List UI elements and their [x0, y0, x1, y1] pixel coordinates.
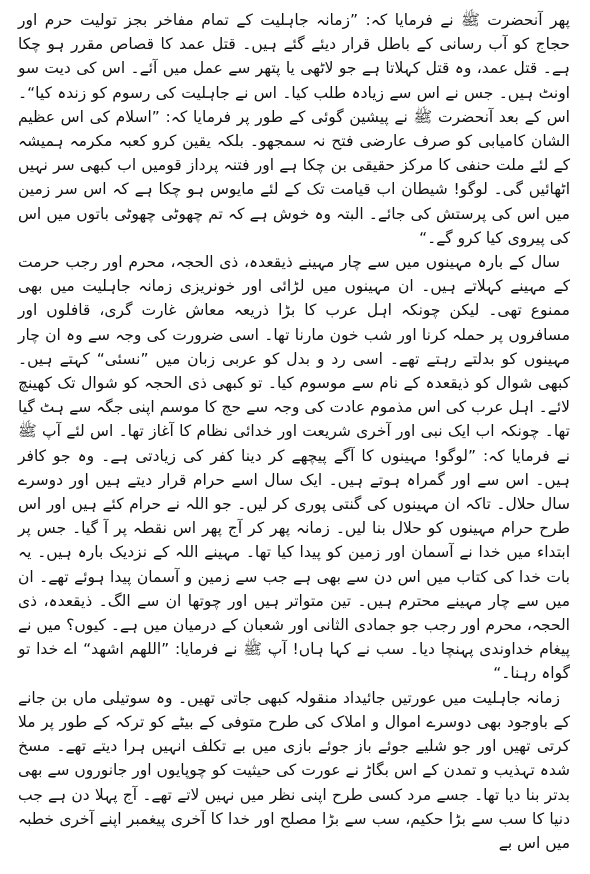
urdu-text-body	[18, 8, 570, 855]
paragraph-3: زمانہ جاہلیت میں عورتیں جائیداد منقولہ کبھی جاتی تھیں۔ وہ سوتیلی ماں بن جانے کے باوجود بھی دوسرے اموال و املاک کی طرح متوفی کے بیٹے کو ترکہ کے طور پر ملا کرتی تھیں اور جو شلیے جوئے باز جوئے بازی میں بے تکلف انہیں ہرا دیتے تھے۔ مسخ شدہ تہذیب و تمدن کے اس بگاڑ نے عورت کی حیثیت کو چوپایوں اور جانوروں سے بھی بدتر بنا دیا تھا۔ جسے مرد کسی طرح اپنی نظر میں نہیں لاتے تھے۔ آج پہلا دن ہے جب دنیا کا سب سے بڑا حکیم، سب سے بڑا مصلح اور خدا کا آخری پیغمبر اپنے آخری خطبہ میں اس بے	[18, 688, 570, 852]
paragraph-1: پھر آنحضرت ﷺ نے فرمایا کہ: ”زمانہ جاہلیت کے تمام مفاخر بجز تولیت حرم اور حجاج کو آب رسانی کے باطل قرار دیئے گئے ہیں۔ قتل عمد کا قصاص مقرر ہو چکا ہے۔ قتل عمد، وہ قتل کہلاتا ہے جو لاٹھی یا پتھر سے عمل میں آئے۔ اس کی دیت سو اونٹ ہیں۔ جس نے اس سے زیادہ طلب کیا۔ اس نے جاہلیت کی رسوم کو زندہ کیا“۔ اس کے بعد آنحضرت ﷺ نے پیشین گوئی کے طور پر فرمایا کہ: ”اسلام کی اس عظیم الشان کامیابی کو صرف عارضی فتح نہ سمجھو۔ بلکہ یقین کرو کعبہ مکرمہ ہمیشہ کے لئے ملت حنفی کا مرکز حقیقی بن چکا ہے اور فتنہ پرداز قومیں اب کبھی سر نہیں اٹھائیں گی۔ لوگو! شیطان اب قیامت تک کے لئے مایوس ہو چکا ہے کہ اس سر زمین میں اس کی پرستش کی جائے۔ البتہ وہ خوش ہے کہ تم چھوٹی چھوٹی باتوں میں اس کی پیروی کیا کرو گے۔“	[18, 11, 570, 247]
paragraph-2: سال کے بارہ مہینوں میں سے چار مہینے ذیقعدہ، ذی الحجہ، محرم اور رجب حرمت کے مہینے کہلاتے ہیں۔ ان مہینوں میں لڑائی اور خونریزی زمانہ جاہلیت میں بھی ممنوع تھی۔ لیکن چونکہ اہل عرب کا بڑا ذریعہ معاش غارت گری، قافلوں اور مسافروں پر حملہ کرنا اور شب خون مارنا تھا۔ اسی ضرورت کی وجہ سے وہ ان چار مہینوں کو بدلتے رہتے تھے۔ اسی رد و بدل کو عربی زبان میں ”نسئی“ کہتے ہیں۔ کبھی شوال کو ذیقعدہ کے نام سے موسوم کیا۔ تو کبھی ذی الحجہ کو شوال تک کھینچ لائے۔ اہل عرب کی اس مذموم عادت کی وجہ سے حج کا موسم اپنی جگہ سے ہٹ گیا تھا۔ چونکہ اب ایک نبی اور آخری شریعت اور خدائی نظام کا آغاز تھا۔ اس لئے آپ ﷺ نے فرمایا کہ: ”لوگو! مہینوں کا آگے پیچھے کر دینا کفر کی زیادتی ہے۔ وہ جو کافر ہیں۔ اس سے اور گمراہ ہوتے ہیں۔ ایک سال اسے حرام قرار دیتے ہیں اور دوسرے سال حلال۔ تاکہ ان مہینوں کی گنتی پوری کر لیں۔ جو اللہ نے حرام کئے ہیں اور اس طرح حرام مہینوں کو حلال بنا لیں۔ زمانہ پھر کر آج پھر اس نقطہ پر آ گیا۔ جس پر ابتداء میں خدا نے آسمان اور زمین کو پیدا کیا تھا۔ مہینے اللہ کے نزدیک بارہ ہیں۔ یہ بات خدا کی کتاب میں اس دن سے بھی ہے جب سے زمین و آسمان پیدا ہوئے تھے۔ ان میں سے چار مہینے محترم ہیں۔ تین متواتر ہیں اور چوتھا ان سے الگ۔ ذیقعدہ، ذی الحجہ، محرم اور رجب جو جمادی الثانی اور شعبان کے درمیان میں ہے۔ کیوں؟ میں نے پیغام خداوندی پہنچا دیا۔ سب نے کہا ہاں! آپ ﷺ نے فرمایا: ”اللھم اشھد“ اے خدا تو گواہ رہنا۔“	[18, 253, 570, 683]
